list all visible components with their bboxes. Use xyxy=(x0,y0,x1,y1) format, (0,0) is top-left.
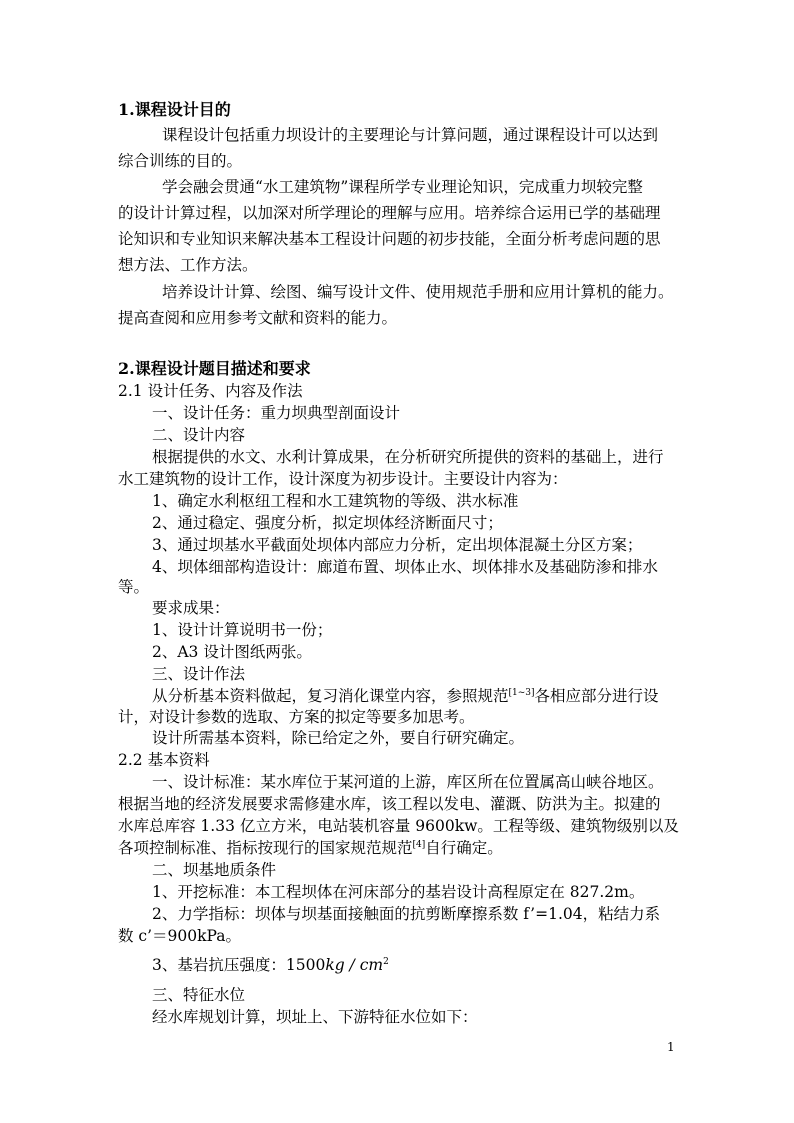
paragraph-line: 经水库规划计算，坝址上、下游特征水位如下： xyxy=(152,1008,478,1026)
paragraph-line xyxy=(118,837,503,859)
citation-reference: [1~3] xyxy=(508,687,535,698)
text-span: 3、基岩抗压强度：1500 xyxy=(152,956,326,974)
list-item: 2、A3 设计图纸两张。 xyxy=(152,643,312,661)
paragraph-line: 三、特征水位 xyxy=(152,986,246,1004)
text-span: 自行确定。 xyxy=(425,839,503,857)
unit-expression: kg / cm xyxy=(325,956,384,974)
paragraph-line: 根据提供的水文、水利计算成果，在分析研究所提供的资料的基础上，进行 xyxy=(152,448,664,466)
paragraph-line: 计，对设计参数的选取、方案的拟定等要多加思考。 xyxy=(118,708,475,726)
paragraph-line: 学会融会贯通“水工建筑物”课程所学专业理论知识，完成重力坝较完整 xyxy=(162,178,643,196)
subsection-heading: 2.1 设计任务、内容及作法 xyxy=(118,382,303,400)
paragraph-line: 水库总库容 1.33 亿立方米，电站装机容量 9600kw。工程等级、建筑物级别以及 xyxy=(118,817,679,835)
citation-reference: [4] xyxy=(412,839,426,850)
paragraph-line: 提高查阅和应用参考文献和资料的能力。 xyxy=(118,309,398,327)
paragraph-line: 三、设计作法 xyxy=(152,665,246,683)
unit-exponent: 2 xyxy=(383,956,389,967)
list-item: 1、确定水利枢纽工程和水工建筑物的等级、洪水标准 xyxy=(152,492,519,510)
paragraph-line: 想方法、工作方法。 xyxy=(118,256,258,274)
paragraph-line: 等。 xyxy=(118,578,150,596)
list-item: 1、开挖标准：本工程坝体在河床部分的基岩设计高程原定在 827.2m。 xyxy=(152,883,645,901)
page-number: 1 xyxy=(667,1040,675,1054)
list-item: 2、通过稳定、强度分析，拟定坝体经济断面尺寸； xyxy=(152,514,503,532)
subsection-heading: 2.2 基本资料 xyxy=(118,751,210,769)
list-item: 2、力学指标：坝体与坝基面接触面的抗剪断摩擦系数 f’=1.04，粘结力系 xyxy=(152,905,661,923)
text-span: 从分析基本资料做起，复习消化课堂内容，参照规范 xyxy=(152,687,509,705)
list-item: 1、设计计算说明书一份； xyxy=(152,621,333,639)
text-span: 各相应部分进行设 xyxy=(534,687,659,705)
list-item: 4、坝体细部构造设计：廊道布置、坝体止水、坝体排水及基础防渗和排水 xyxy=(152,558,658,576)
paragraph-line: 的设计计算过程，以加深对所学理论的理解与应用。培养综合运用已学的基础理 xyxy=(118,204,661,222)
paragraph-line: 设计所需基本资料，除已给定之外，要自行研究确定。 xyxy=(152,729,525,747)
paragraph-line: 要求成果： xyxy=(152,599,230,617)
list-item xyxy=(152,954,389,976)
paragraph-line: 培养设计计算、绘图、编写设计文件、使用规范手册和应用计算机的能力。 xyxy=(162,283,674,301)
paragraph-line: 二、设计内容 xyxy=(152,426,246,444)
paragraph-line: 课程设计包括重力坝设计的主要理论与计算问题，通过课程设计可以达到 xyxy=(162,126,659,144)
paragraph-line: 综合训练的目的。 xyxy=(118,152,243,170)
paragraph-line: 一、设计标准：某水库位于某河道的上游，库区所在位置属高山峡谷地区。 xyxy=(152,773,664,791)
paragraph-line: 一、设计任务：重力坝典型剖面设计 xyxy=(152,404,401,422)
paragraph-line: 论知识和专业知识来解决基本工程设计问题的初步技能，全面分析考虑问题的思 xyxy=(118,230,661,248)
paragraph-line xyxy=(152,685,659,707)
paragraph-line: 二、坝基地质条件 xyxy=(152,861,277,879)
list-item: 3、通过坝基水平截面处坝体内部应力分析，定出坝体混凝土分区方案； xyxy=(152,536,643,554)
paragraph-line: 根据当地的经济发展要求需修建水库，该工程以发电、灌溉、防洪为主。拟建的 xyxy=(118,795,661,813)
paragraph-line: 数 c’＝900kPa。 xyxy=(118,927,241,945)
section-2-heading: 2.课程设计题目描述和要求 xyxy=(118,359,311,378)
section-1-heading: 1.课程设计目的 xyxy=(118,100,231,119)
text-span: 各项控制标准、指标按现行的国家规范规范 xyxy=(118,839,413,857)
paragraph-line: 水工建筑物的设计工作，设计深度为初步设计。主要设计内容为： xyxy=(118,470,568,488)
